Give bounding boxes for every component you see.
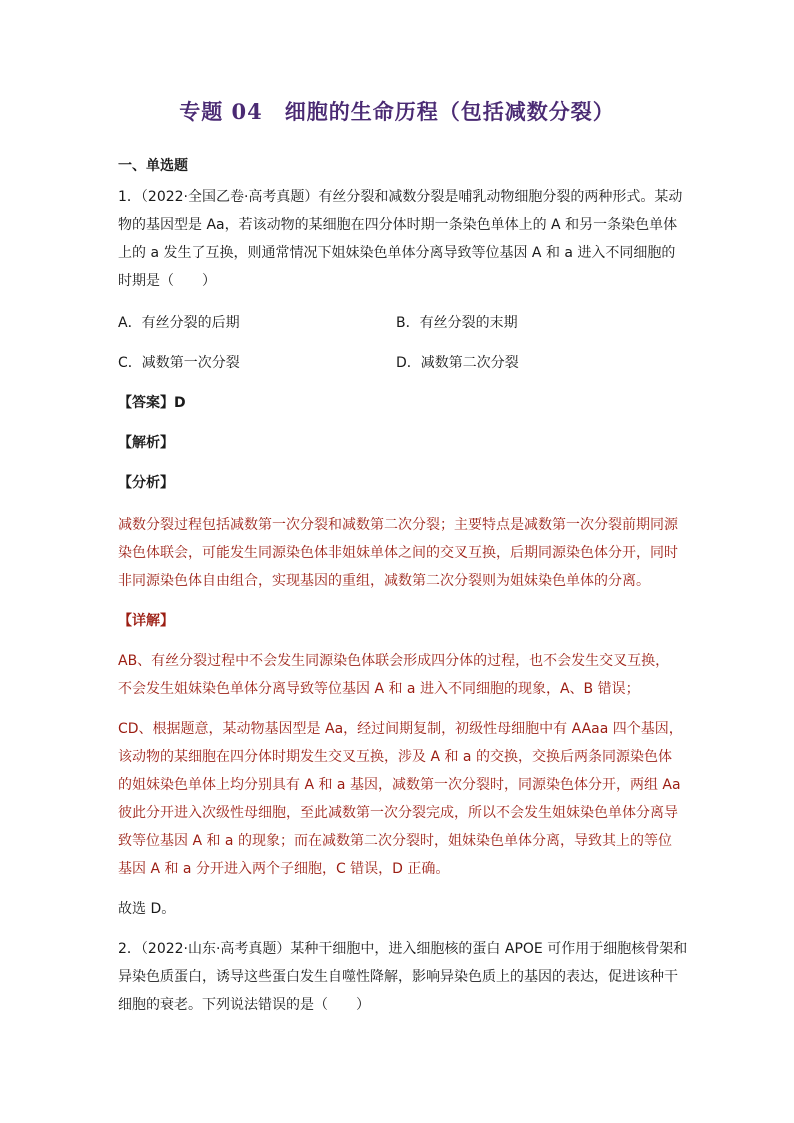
fenxi-line: 染色体联会，可能发生同源染色体非姐妹单体之间的交叉互换，后期同源染色体分开，同时 <box>118 545 678 561</box>
q1-line: 物的基因型是 Aa，若该动物的某细胞在四分体时期一条染色单体上的 A 和另一条染色单体 <box>118 217 678 233</box>
detail-cd-line: 的姐妹染色单体上均分别具有 A 和 a 基因，减数第一次分裂时，同源染色体分开，两组 Aa <box>118 777 681 793</box>
detail-label: 【详解】 <box>118 613 174 629</box>
q2-line: 异染色质蛋白，诱导这些蛋白发生自噬性降解，影响异染色质上的基因的表达，促进该种干 <box>118 969 678 985</box>
q1-line: 时期是（ ） <box>118 273 216 289</box>
fenxi-line: 减数分裂过程包括减数第一次分裂和减数第二次分裂；主要特点是减数第一次分裂前期同源 <box>118 517 678 533</box>
answer-label: 【答案】D <box>118 395 186 411</box>
option-a: A．有丝分裂的后期 <box>118 315 240 331</box>
detail-cd-line: 致等位基因 A 和 a 的现象；而在减数第二次分裂时，姐妹染色单体分离，导致其上的等位 <box>118 833 672 849</box>
detail-cd-line: 彼此分开进入次级性母细胞，至此减数第一次分裂完成，所以不会发生姐妹染色单体分离导 <box>118 805 678 821</box>
detail-cd-line: CD、根据题意，某动物基因型是 Aa，经过间期复制，初级性母细胞中有 AAaa 四个基因， <box>118 721 683 737</box>
q2-line: 细胞的衰老。下列说法错误的是（ ） <box>118 997 370 1013</box>
q2-line: 2．（2022·山东·高考真题）某种干细胞中，进入细胞核的蛋白 APOE 可作用于细胞核骨架和 <box>118 941 688 957</box>
option-b: B．有丝分裂的末期 <box>396 315 518 331</box>
option-d: D．减数第二次分裂 <box>396 355 519 371</box>
detail-ab-line: AB、有丝分裂过程中不会发生同源染色体联会形成四分体的过程，也不会发生交叉互换， <box>118 653 670 669</box>
fenxi-label: 【分析】 <box>118 475 174 491</box>
section-heading: 一、单选题 <box>118 158 188 174</box>
page-title: 专题 04 细胞的生命历程（包括减数分裂） <box>179 99 615 124</box>
detail-ab-line: 不会发生姐妹染色单体分离导致等位基因 A 和 a 进入不同细胞的现象，A、B 错误； <box>118 681 640 697</box>
conclusion: 故选 D。 <box>118 901 176 917</box>
detail-cd-line: 基因 A 和 a 分开进入两个子细胞，C 错误，D 正确。 <box>118 861 450 877</box>
detail-cd-line: 该动物的某细胞在四分体时期发生交叉互换，涉及 A 和 a 的交换，交换后两条同源染色体 <box>118 749 672 765</box>
analysis-label: 【解析】 <box>118 435 174 451</box>
q1-line: 上的 a 发生了互换，则通常情况下姐妹染色单体分离导致等位基因 A 和 a 进入不同细胞的 <box>118 245 676 261</box>
fenxi-line: 非同源染色体自由组合，实现基因的重组，减数第二次分裂则为姐妹染色单体的分离。 <box>118 573 650 589</box>
q1-line: 1．（2022·全国乙卷·高考真题）有丝分裂和减数分裂是哺乳动物细胞分裂的两种形式。某动 <box>118 189 683 205</box>
option-c: C．减数第一次分裂 <box>118 355 240 371</box>
